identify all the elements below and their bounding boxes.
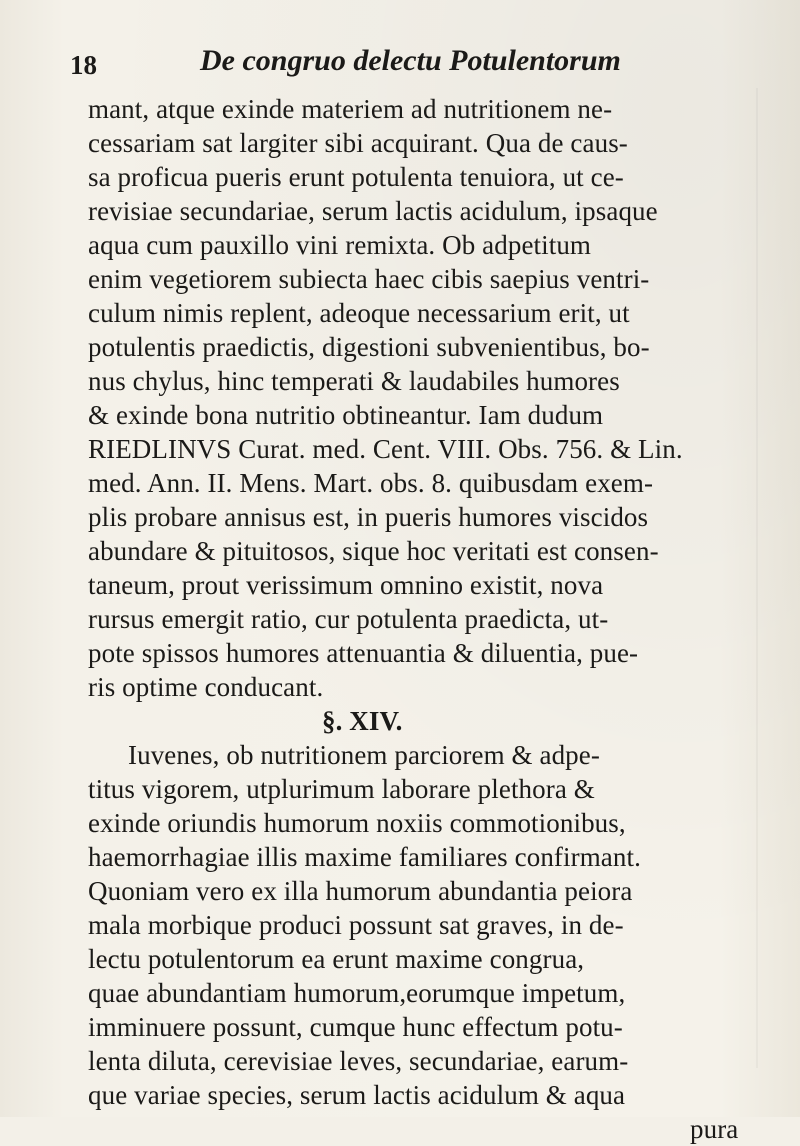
text-line: mala morbique produci possunt sat graves, in de-	[88, 910, 624, 940]
text-line: potulentis praedictis, digestioni subvenientibus, bo-	[88, 332, 650, 362]
page-shadow	[756, 88, 758, 1068]
text-line: quae abundantiam humorum,eorumque impetum,	[88, 978, 626, 1008]
text-line: aqua cum pauxillo vini remixta. Ob adpetitum	[88, 230, 592, 260]
text-line: culum nimis replent, adeoque necessarium erit, ut	[88, 298, 630, 328]
text-line: haemorrhagiae illis maxime familiares confirmant.	[88, 842, 641, 872]
text-line: titus vigorem, utplurimum laborare plethora &	[88, 774, 595, 804]
text-line: Iuvenes, ob nutritionem parciorem & adpe-	[128, 740, 600, 770]
page-number: 18	[70, 50, 97, 80]
text-line: ris optime conducant.	[88, 672, 324, 702]
text-line: pote spissos humores attenuantia & diluentia, pue-	[88, 638, 639, 668]
text-line: taneum, prout verissimum omnino existit, nova	[88, 570, 604, 600]
text-line: que variae species, serum lactis acidulum & aqua	[88, 1080, 626, 1110]
page-header	[70, 40, 790, 80]
text-line: nus chylus, hinc temperati & laudabiles humores	[88, 366, 620, 396]
text-line: exinde oriundis humorum noxiis commotionibus,	[88, 808, 626, 838]
text-line: med. Ann. II. Mens. Mart. obs. 8. quibusdam exem-	[88, 468, 654, 498]
text-line: lenta diluta, cerevisiae leves, secundariae, earum-	[88, 1046, 629, 1076]
text-line: enim vegetiorem subiecta haec cibis saepius ventri-	[88, 264, 650, 294]
text-line: plis probare annisus est, in pueris humores viscidos	[88, 502, 649, 532]
text-line: revisiae secundariae, serum lactis acidulum, ipsaque	[88, 196, 658, 226]
text-line: pura	[690, 1114, 739, 1144]
text-line: sa proficua pueris erunt potulenta tenuiora, ut ce-	[88, 162, 624, 192]
text-line: cessariam sat largiter sibi acquirant. Qua de caus-	[88, 128, 628, 158]
text-line: RIEDLINVS Curat. med. Cent. VIII. Obs. 756. & Lin.	[88, 434, 683, 464]
text-line: mant, atque exinde materiem ad nutritionem ne-	[88, 94, 613, 124]
text-line: Quoniam vero ex illa humorum abundantia peiora	[88, 876, 633, 906]
text-line: abundare & pituitosos, sique hoc veritati est consen-	[88, 536, 659, 566]
text-line: lectu potulentorum ea erunt maxime congrua,	[88, 944, 585, 974]
text-line: rursus emergit ratio, cur potulenta praedicta, ut-	[88, 604, 609, 634]
running-title: De congruo delectu Potulentorum	[200, 44, 621, 77]
section-heading: §. XIV.	[322, 706, 403, 736]
text-line: & exinde bona nutritio obtineantur. Iam dudum	[88, 400, 604, 430]
text-line: imminuere possunt, cumque hunc effectum potu-	[88, 1012, 623, 1042]
